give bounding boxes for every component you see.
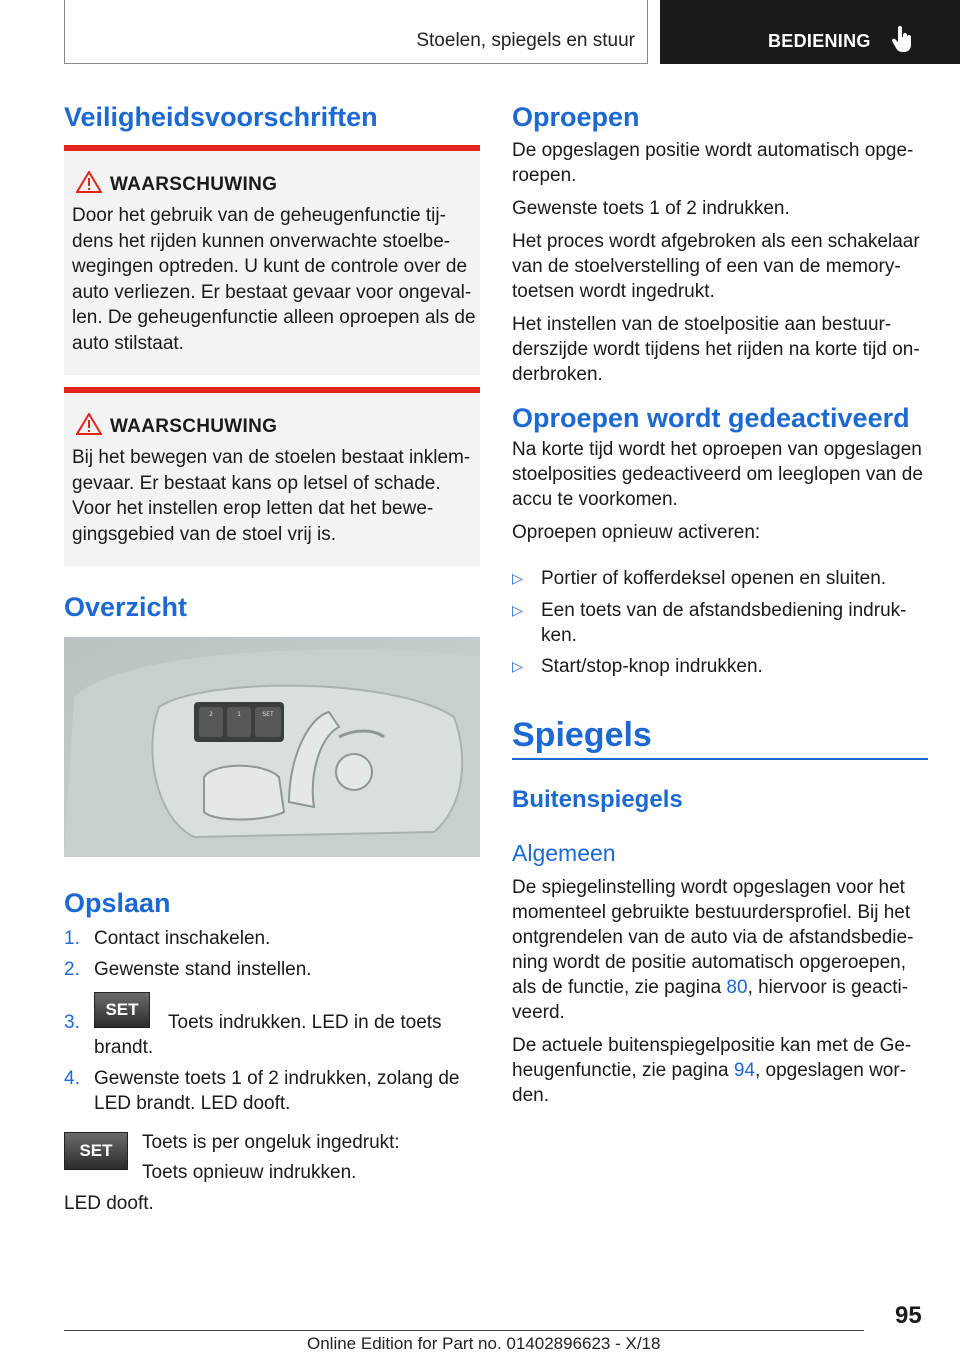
- section-rule: [512, 758, 928, 760]
- warning-box-2: [64, 387, 480, 566]
- warning-title-2: WAARSCHUWING: [110, 416, 278, 437]
- page-ref-80[interactable]: 80: [726, 977, 748, 998]
- heading-outside-mirrors: Buitenspiegels: [512, 786, 683, 813]
- set-button-icon: SET: [64, 1132, 128, 1170]
- photo-key-1: 1: [237, 711, 241, 718]
- mirror-paragraph-2: De actuele buitenspiegelpositie kan met de Ge-heugenfunctie, zie pagina 94, opgeslagen wor-den.: [512, 1035, 912, 1106]
- photo-key-set: SET: [262, 711, 274, 718]
- note-led-off: LED dooft.: [64, 1193, 154, 1214]
- hand-pointer-icon: [892, 26, 914, 54]
- deact-paragraph-2: Oproepen opnieuw activeren:: [512, 522, 761, 543]
- heading-general: Algemeen: [512, 840, 616, 866]
- warning-text-2: Bij het bewegen van de stoelen bestaat inklem-gevaar. Er bestaat kans op letsel of schade. Voor het instellen erop letten dat het bewe-gingsgebied van de stoel vrij is.: [72, 447, 471, 545]
- warning-triangle-icon: [76, 413, 102, 435]
- bullet-triangle-icon: ▷: [512, 658, 523, 674]
- step-number: 2.: [64, 959, 80, 980]
- page-number: 95: [895, 1302, 922, 1329]
- warning-triangle-icon: [76, 171, 102, 193]
- bullet-text: Portier of kofferdeksel openen en sluiten.: [541, 568, 887, 589]
- footer-edition: Online Edition for Part no. 01402896623 - X/18: [307, 1334, 661, 1353]
- note-accidental: Toets is per ongeluk ingedrukt:: [142, 1132, 400, 1153]
- heading-overview: Overzicht: [64, 592, 188, 622]
- warning-text-1: Door het gebruik van de geheugenfunctie tij-dens het rijden kunnen onverwachte stoelbe-wegingen optreden. U kunt de controle over de auto verliezen. Er bestaat gevaar voor ongeval-len. De geheugenfunctie alleen oproepen als de auto stilstaat.: [72, 205, 476, 354]
- recall-paragraph-1: De opgeslagen positie wordt automatisch opge-roepen.: [512, 140, 914, 186]
- bullet-text: Start/stop-knop indrukken.: [541, 656, 763, 677]
- step-number: 4.: [64, 1068, 80, 1089]
- seat-controls-photo: [64, 637, 480, 857]
- recall-paragraph-4: Het instellen van de stoelpositie aan bestuur-derszijde wordt tijdens het rijden na korte tijd on-derbroken.: [512, 314, 920, 385]
- bullet-text: Een toets van de afstandsbediening indruk-ken.: [541, 600, 907, 646]
- step-text: Gewenste toets 1 of 2 indrukken, zolang de LED brandt. LED dooft.: [94, 1068, 460, 1114]
- header-chapter-title: BEDIENING: [768, 31, 871, 51]
- heading-mirrors: Spiegels: [512, 716, 652, 754]
- footer-rule: [64, 1330, 864, 1331]
- heading-save: Opslaan: [64, 888, 171, 918]
- mirror-paragraph-1: De spiegelinstelling wordt opgeslagen voor het momenteel gebruikte bestuurdersprofiel. Bij het ontgrendelen van de auto via de afstandsbedie-ning wordt de positie automatisch opgeroepen, als de functie, zie pagina 80, hiervoor is geacti-veerd.: [512, 877, 914, 1023]
- step-number: 3.: [64, 1012, 80, 1033]
- warning-title-1: WAARSCHUWING: [110, 174, 278, 195]
- recall-paragraph-2: Gewenste toets 1 of 2 indrukken.: [512, 198, 790, 219]
- photo-key-2: 2: [209, 711, 213, 718]
- heading-safety: Veiligheidsvoorschriften: [64, 102, 378, 132]
- heading-recall: Oproepen: [512, 102, 640, 132]
- step-number: 1.: [64, 928, 80, 949]
- heading-deactivated: Oproepen wordt gedeactiveerd: [512, 403, 910, 433]
- warning-box-1: [64, 145, 480, 375]
- header-chapter-box: [660, 0, 960, 64]
- left-column: [64, 100, 480, 134]
- header-section-title: Stoelen, spiegels en stuur: [416, 30, 635, 51]
- step-text: Gewenste stand instellen.: [94, 959, 312, 980]
- bullet-triangle-icon: ▷: [512, 602, 523, 618]
- step-3: [64, 1000, 480, 1060]
- header-section-box: [64, 0, 648, 64]
- deact-paragraph-1: Na korte tijd wordt het oproepen van opgeslagen stoelposities gedeactiveerd om leeglopen van de accu te voorkomen.: [512, 439, 923, 510]
- note-press-again: Toets opnieuw indrukken.: [142, 1162, 357, 1183]
- recall-paragraph-3: Het proces wordt afgebroken als een schakelaar van de stoelverstelling of een van de memory-toetsen wordt ingedrukt.: [512, 231, 920, 302]
- bullet-triangle-icon: ▷: [512, 570, 523, 586]
- step-text: Toets indrukken. LED in de toets brandt.: [94, 1012, 442, 1058]
- page-ref-94[interactable]: 94: [733, 1060, 755, 1081]
- right-column: [512, 100, 928, 545]
- set-button-icon: SET: [94, 992, 150, 1028]
- step-text: Contact inschakelen.: [94, 928, 271, 949]
